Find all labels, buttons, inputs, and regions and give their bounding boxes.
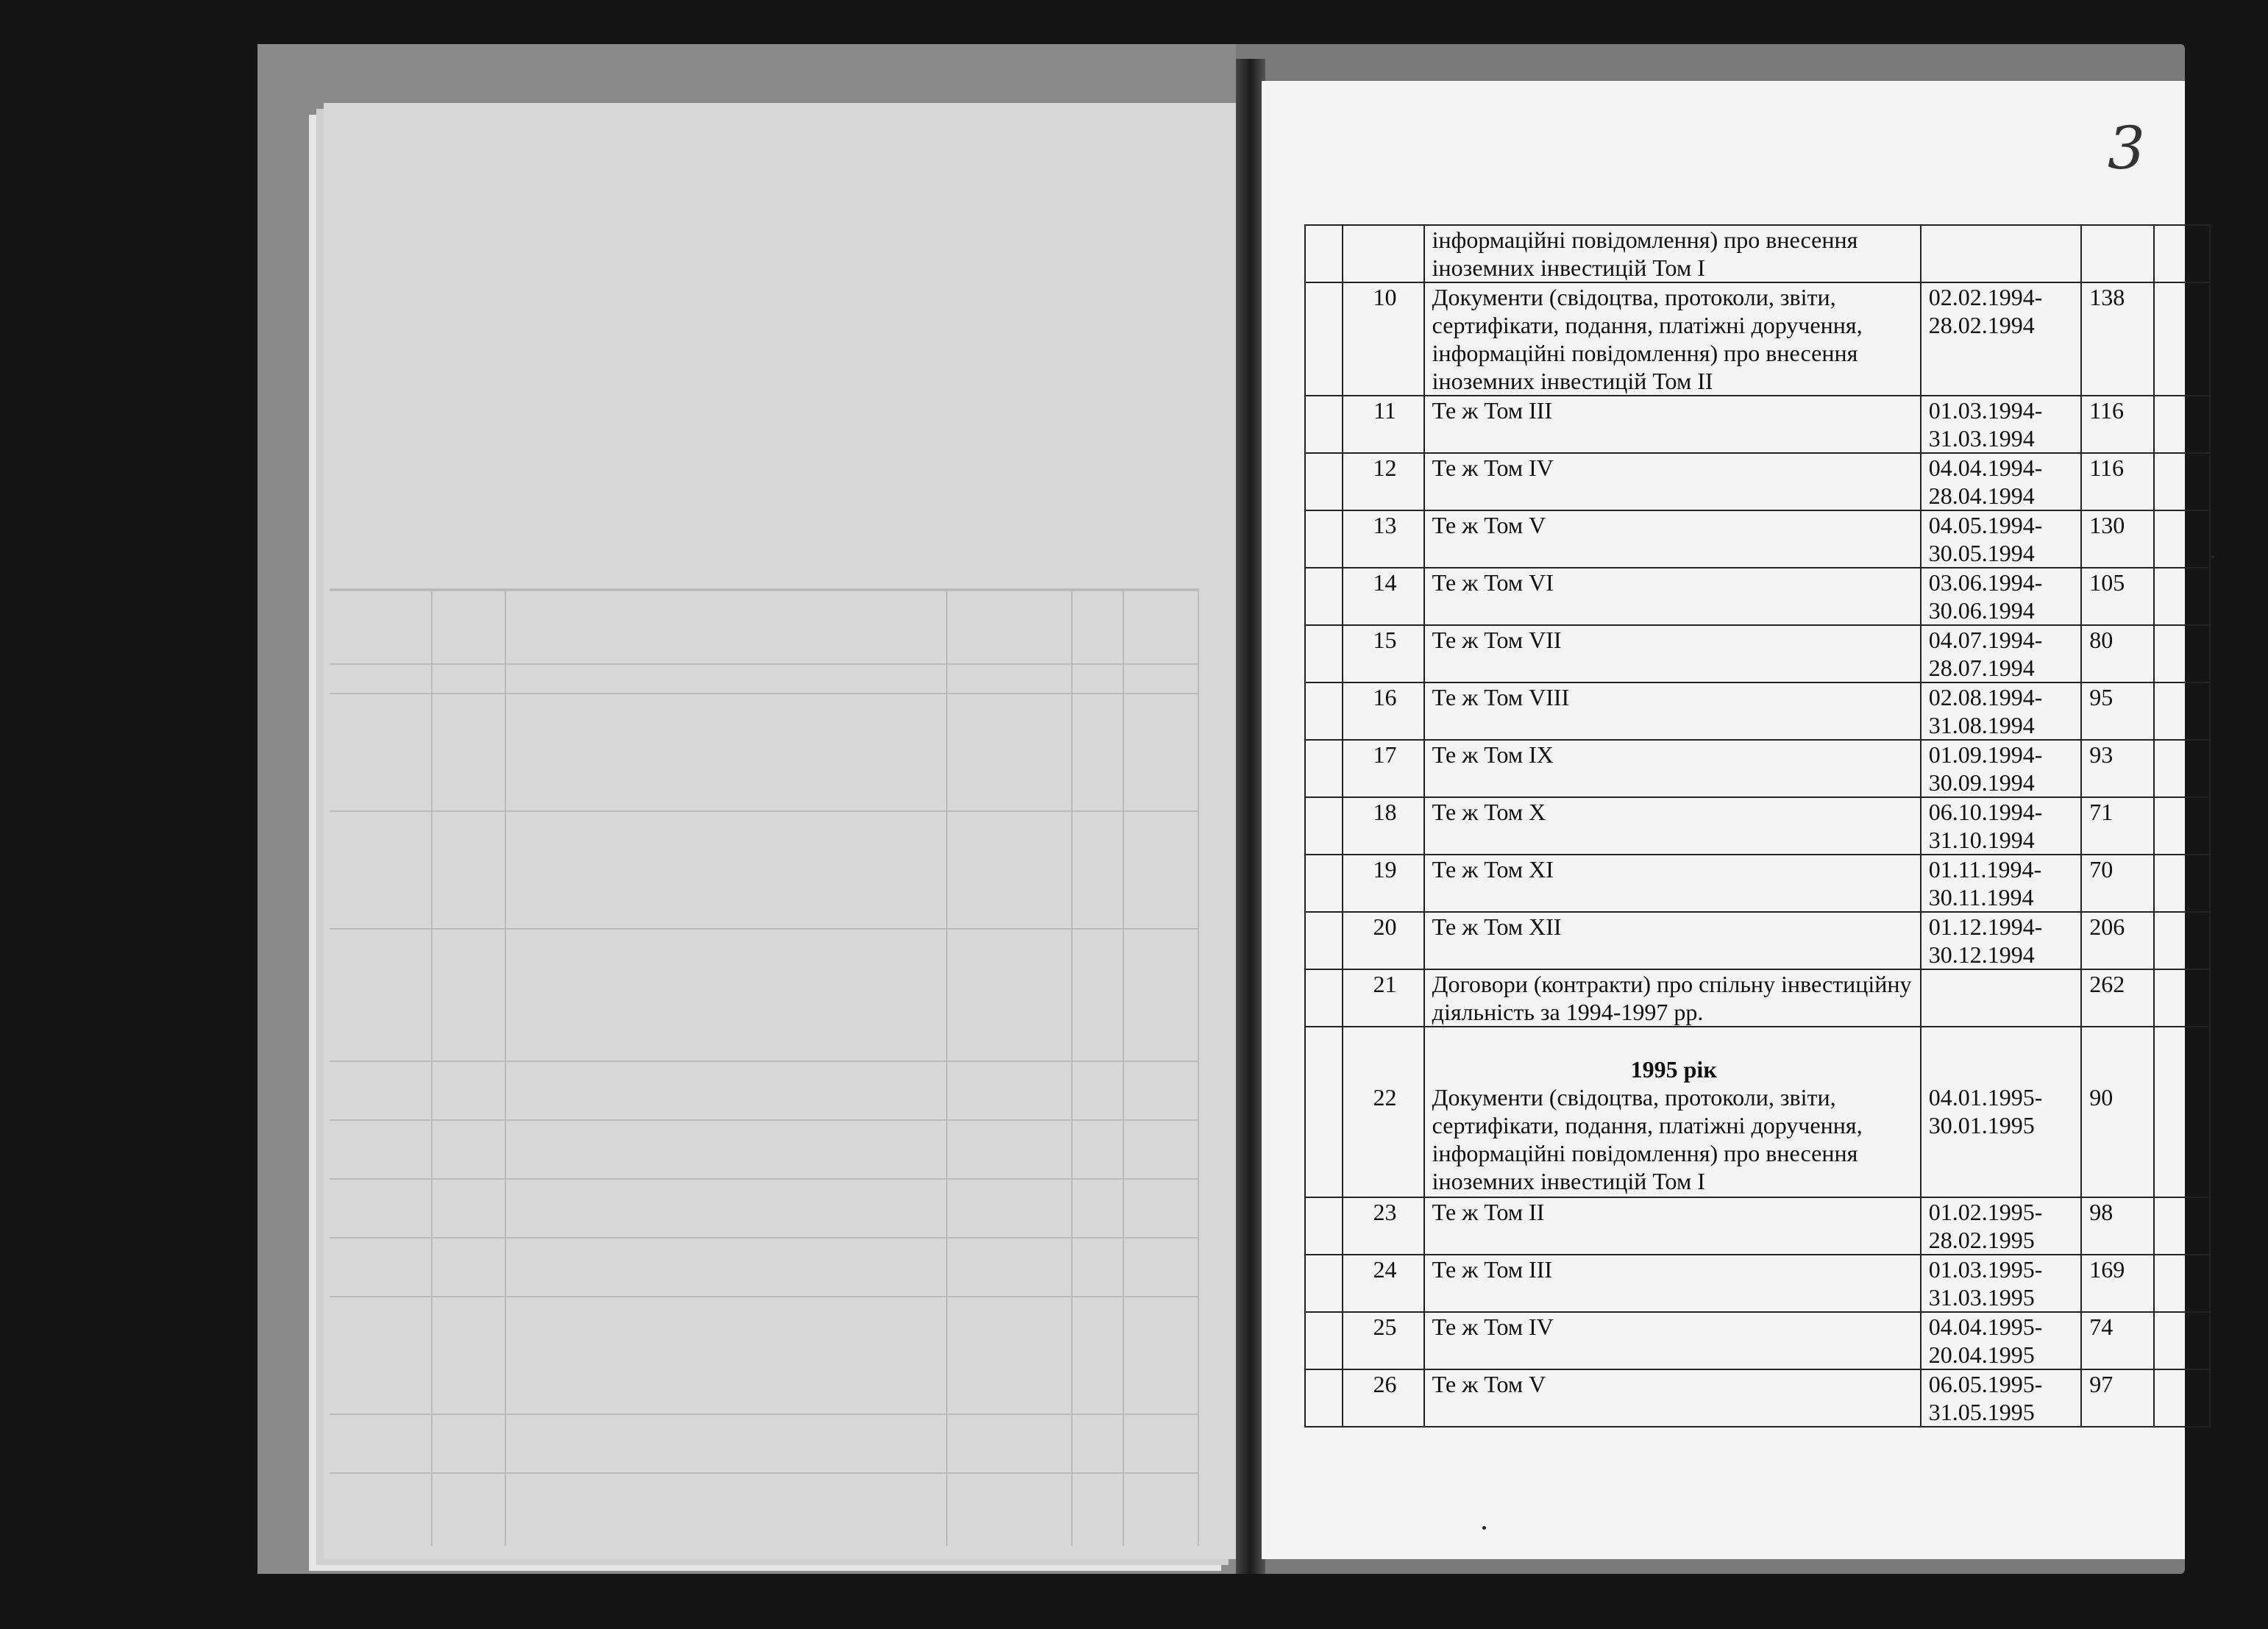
title-text: Те ж Том VIII: [1432, 684, 1570, 710]
cell-notes: [2154, 396, 2210, 453]
cell-number: 17: [1343, 740, 1423, 797]
cell-title: [1424, 1027, 1921, 1197]
cell-notes: [2154, 282, 2210, 396]
cell-dates: 03.06.1994- 30.06.1994: [1921, 568, 2081, 625]
cell-title: [1424, 625, 1921, 682]
cell-dates: 04.07.1994- 28.07.1994: [1921, 625, 2081, 682]
right-page: [1262, 81, 2185, 1559]
title-text: інформаційні повідомлення) про внесення іноземних інвестицій Том І: [1432, 227, 1858, 281]
cell-notes: [2154, 855, 2210, 912]
cell-dates: 04.04.1994- 28.04.1994: [1921, 453, 2081, 510]
cell-pages: 169: [2081, 1255, 2153, 1312]
cell-notes: [2154, 1255, 2210, 1312]
cell-notes: [2154, 1312, 2210, 1369]
cell-blank: [1305, 912, 1343, 969]
table-row: [1305, 1197, 2210, 1255]
cell-notes: [2154, 1027, 2210, 1197]
table-row: [1305, 1312, 2210, 1369]
cell-notes: [2154, 453, 2210, 510]
cell-notes: [2154, 510, 2210, 568]
table-row: [1305, 1369, 2210, 1427]
cell-notes: [2154, 740, 2210, 797]
cell-pages: [2081, 225, 2153, 282]
cell-blank: [1305, 855, 1343, 912]
cell-title: [1424, 568, 1921, 625]
cell-title: [1424, 1197, 1921, 1255]
title-text: Договори (контракти) про спільну інвестиційну діяльність за 1994-1997 рр.: [1432, 971, 1912, 1025]
cell-pages: 262: [2081, 969, 2153, 1027]
cell-notes: [2154, 1369, 2210, 1427]
page-number: 3: [2108, 114, 2145, 182]
cell-blank: [1305, 453, 1343, 510]
cell-dates: 01.11.1994- 30.11.1994: [1921, 855, 2081, 912]
cell-notes: [2154, 682, 2210, 740]
cell-blank: [1305, 225, 1343, 282]
cell-dates: 04.05.1994- 30.05.1994: [1921, 510, 2081, 568]
table-row: [1305, 797, 2210, 855]
cell-blank: [1305, 282, 1343, 396]
year-heading: 1995 рік: [1630, 1056, 1717, 1083]
cell-pages: 70: [2081, 855, 2153, 912]
cell-title: [1424, 797, 1921, 855]
cell-blank: [1305, 682, 1343, 740]
cell-blank: [1305, 625, 1343, 682]
cell-blank: [1305, 396, 1343, 453]
cell-dates: 01.12.1994- 30.12.1994: [1921, 912, 2081, 969]
cell-title: [1424, 396, 1921, 453]
page-speck: [1482, 1526, 1486, 1530]
cell-dates: 02.02.1994- 28.02.1994: [1921, 282, 2081, 396]
cell-pages: 95: [2081, 682, 2153, 740]
cell-blank: [1305, 969, 1343, 1027]
title-text: Те ж Том V: [1432, 512, 1546, 538]
title-text: Те ж Том ІІ: [1432, 1199, 1545, 1225]
table-row: [1305, 969, 2210, 1027]
title-text: Те ж Том VI: [1432, 569, 1554, 596]
title-text: Те ж Том ХІ: [1432, 856, 1554, 883]
cell-number: 15: [1343, 625, 1423, 682]
cell-number: [1343, 225, 1423, 282]
cell-blank: [1305, 1312, 1343, 1369]
cell-number: 12: [1343, 453, 1423, 510]
cell-pages: 116: [2081, 453, 2153, 510]
title-text: Те ж Том IV: [1432, 455, 1554, 481]
cell-number: 13: [1343, 510, 1423, 568]
cell-pages: 98: [2081, 1197, 2153, 1255]
cell-title: [1424, 1255, 1921, 1312]
cell-pages: 97: [2081, 1369, 2153, 1427]
cell-notes: [2154, 1197, 2210, 1255]
table-row: [1305, 855, 2210, 912]
cell-dates: 06.05.1995- 31.05.1995: [1921, 1369, 2081, 1427]
cell-title: [1424, 855, 1921, 912]
title-text: Те ж Том V: [1432, 1371, 1546, 1397]
title-text: Те ж Том ХІІ: [1432, 913, 1562, 940]
cell-blank: [1305, 1255, 1343, 1312]
cell-pages: 206: [2081, 912, 2153, 969]
cell-pages: 130: [2081, 510, 2153, 568]
cell-number: 18: [1343, 797, 1423, 855]
cell-number: 14: [1343, 568, 1423, 625]
cell-title: [1424, 510, 1921, 568]
title-text: Те ж Том Х: [1432, 799, 1546, 825]
title-text: Документи (свідоцтва, протоколи, звіти, сертифікати, подання, платіжні доручення, інформаційні повідомлення) про внесення іноземних інвестицій Том ІІ: [1432, 284, 1863, 394]
register-table: [1304, 224, 2211, 1427]
book-gutter: [1236, 59, 1265, 1574]
left-page: [324, 103, 1236, 1559]
table-row: [1305, 1255, 2210, 1312]
table-row: [1305, 282, 2210, 396]
title-text: Документи (свідоцтва, протоколи, звіти, сертифікати, подання, платіжні доручення, інформаційні повідомлення) про внесення іноземних інвестицій Том І: [1432, 1084, 1863, 1194]
cell-number: 26: [1343, 1369, 1423, 1427]
table-row: [1305, 740, 2210, 797]
title-text: Те ж Том ІІІ: [1432, 397, 1553, 424]
cell-title: [1424, 682, 1921, 740]
cell-dates: 04.01.1995- 30.01.1995: [1921, 1027, 2081, 1197]
cell-notes: [2154, 969, 2210, 1027]
cell-dates: 01.03.1995- 31.03.1995: [1921, 1255, 2081, 1312]
cell-pages: 90: [2081, 1027, 2153, 1197]
table-row: [1305, 453, 2210, 510]
cell-pages: 138: [2081, 282, 2153, 396]
cell-title: [1424, 1312, 1921, 1369]
cell-number: 22: [1343, 1027, 1423, 1197]
cell-number: 20: [1343, 912, 1423, 969]
title-text: Те ж Том VII: [1432, 627, 1562, 653]
cell-title: [1424, 453, 1921, 510]
cell-dates: 06.10.1994- 31.10.1994: [1921, 797, 2081, 855]
cell-dates: 04.04.1995- 20.04.1995: [1921, 1312, 2081, 1369]
cell-notes: [2154, 625, 2210, 682]
table-row: [1305, 625, 2210, 682]
table-row: [1305, 1027, 2210, 1197]
cell-number: 23: [1343, 1197, 1423, 1255]
cell-notes: [2154, 912, 2210, 969]
cell-pages: 80: [2081, 625, 2153, 682]
cell-title: [1424, 225, 1921, 282]
cell-pages: 71: [2081, 797, 2153, 855]
cell-dates: [1921, 225, 2081, 282]
cell-blank: [1305, 568, 1343, 625]
cell-notes: [2154, 225, 2210, 282]
cell-number: 16: [1343, 682, 1423, 740]
cell-blank: [1305, 740, 1343, 797]
cell-number: 11: [1343, 396, 1423, 453]
cell-blank: [1305, 797, 1343, 855]
cell-pages: 105: [2081, 568, 2153, 625]
title-text: Те ж Том IV: [1432, 1313, 1554, 1340]
title-text: Те ж Том IX: [1432, 741, 1554, 768]
table-row: [1305, 510, 2210, 568]
cell-dates: 01.02.1995- 28.02.1995: [1921, 1197, 2081, 1255]
cell-number: 24: [1343, 1255, 1423, 1312]
cell-pages: 74: [2081, 1312, 2153, 1369]
page-speck: [2211, 555, 2214, 559]
cell-title: [1424, 1369, 1921, 1427]
cell-number: 19: [1343, 855, 1423, 912]
cell-blank: [1305, 1369, 1343, 1427]
cell-notes: [2154, 797, 2210, 855]
cell-blank: [1305, 1197, 1343, 1255]
table-row: [1305, 396, 2210, 453]
cell-dates: 02.08.1994- 31.08.1994: [1921, 682, 2081, 740]
table-row: [1305, 225, 2210, 282]
title-text: Те ж Том ІІІ: [1432, 1256, 1553, 1283]
table-row: [1305, 682, 2210, 740]
table-row: [1305, 912, 2210, 969]
cell-number: 10: [1343, 282, 1423, 396]
cell-blank: [1305, 510, 1343, 568]
table-row: [1305, 568, 2210, 625]
cell-number: 21: [1343, 969, 1423, 1027]
cell-title: [1424, 282, 1921, 396]
cell-title: [1424, 912, 1921, 969]
cell-number: 25: [1343, 1312, 1423, 1369]
cell-pages: 93: [2081, 740, 2153, 797]
cell-dates: 01.09.1994- 30.09.1994: [1921, 740, 2081, 797]
cell-dates: 01.03.1994- 31.03.1994: [1921, 396, 2081, 453]
cell-dates: [1921, 969, 2081, 1027]
bleed-through-text: [324, 103, 1236, 1559]
cell-title: [1424, 740, 1921, 797]
cell-pages: 116: [2081, 396, 2153, 453]
cell-blank: [1305, 1027, 1343, 1197]
cell-notes: [2154, 568, 2210, 625]
cell-title: [1424, 969, 1921, 1027]
